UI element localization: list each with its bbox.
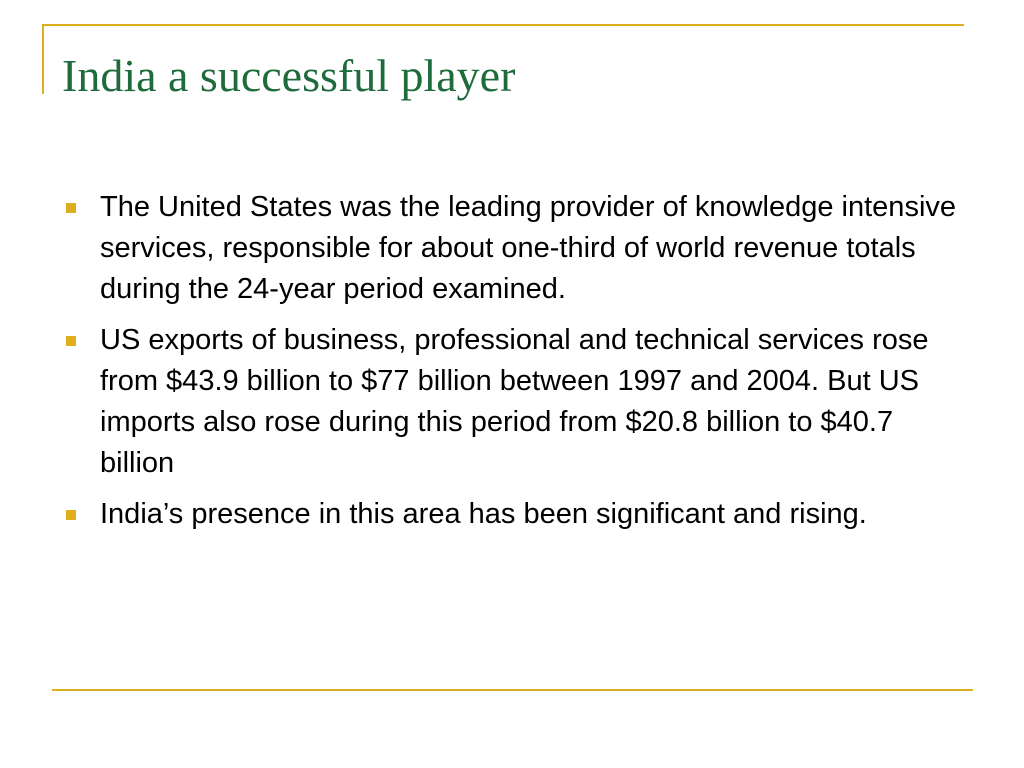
- bullet-text: India’s presence in this area has been significant and rising.: [100, 498, 867, 530]
- bullet-item-2: [62, 320, 962, 484]
- square-bullet-icon: [66, 336, 76, 346]
- bullet-item-3: [62, 494, 962, 535]
- slide-title: India a successful player: [62, 50, 516, 101]
- square-bullet-icon: [66, 203, 76, 213]
- bullet-text: The United States was the leading provider of knowledge intensive services, responsible for about one-third of world revenue totals during the 24-year period examined.: [100, 191, 957, 305]
- frame-top-rule: [42, 24, 964, 26]
- bullet-list: [62, 187, 962, 545]
- bullet-text: US exports of business, professional and technical services rose from $43.9 billion to $77 billion between 1997 and 2004. But US imports also rose during this period from $20.8 billion to $40.7 billion: [100, 324, 929, 479]
- frame-left-rule: [42, 24, 44, 94]
- square-bullet-icon: [66, 510, 76, 520]
- frame-bottom-rule: [52, 689, 973, 691]
- bullet-item-1: [62, 187, 962, 310]
